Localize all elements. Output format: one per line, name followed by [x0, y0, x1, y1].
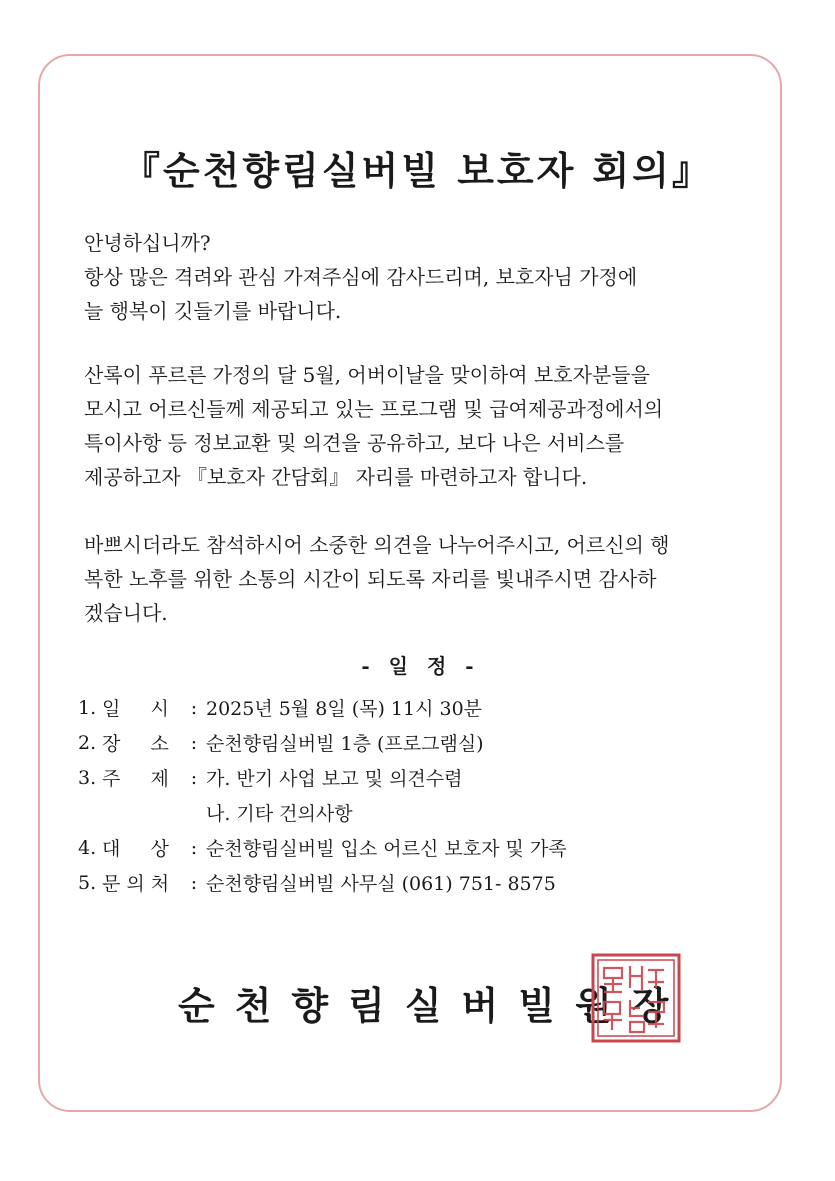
item-label: 장 소	[102, 733, 169, 755]
paragraph-line: 안녕하십니까?	[84, 231, 211, 255]
item-number: 1.	[78, 696, 97, 719]
page-title: 『순천향림실버빌 보호자 회의』	[122, 148, 713, 193]
item-label: 주 제	[102, 768, 169, 790]
item-label: 문 의 처	[102, 873, 170, 895]
item-number: 4.	[78, 836, 97, 859]
schedule-item-location	[78, 725, 758, 760]
purpose-paragraph	[84, 358, 754, 494]
item-number: 2.	[78, 731, 97, 754]
schedule-item-topic-sub	[78, 795, 758, 830]
schedule-item-audience	[78, 830, 758, 865]
paragraph-line: 산록이 푸르른 가정의 달 5월, 어버이날을 맞이하여 보호자분들을	[84, 363, 650, 387]
item-colon: :	[190, 766, 198, 789]
schedule-heading: - 일 정 -	[361, 654, 474, 678]
item-label: 대 상	[102, 838, 169, 860]
schedule-item-contact	[78, 865, 758, 900]
item-value: 순천향림실버빌 입소 어르신 보호자 및 가족	[206, 838, 567, 860]
item-colon: :	[190, 696, 198, 719]
paragraph-line: 특이사항 등 정보교환 및 의견을 공유하고, 보다 나은 서비스를	[84, 431, 625, 455]
item-number: 5.	[78, 871, 97, 894]
paragraph-line: 겠습니다.	[84, 601, 168, 625]
paragraph-line: 복한 노후를 위한 소통의 시간이 되도록 자리를 빛내주시면 감사하	[84, 567, 657, 591]
invitation-paragraph	[84, 528, 754, 630]
greeting-paragraph	[84, 226, 754, 328]
paragraph-line: 제공하고자 『보호자 간담회』 자리를 마련하고자 합니다.	[84, 465, 588, 489]
item-number: 3.	[78, 766, 97, 789]
item-value: 순천향림실버빌 사무실 (061) 751- 8575	[206, 873, 556, 895]
paragraph-line: 늘 행복이 깃들기를 바랍니다.	[84, 299, 342, 323]
schedule-list	[78, 690, 758, 900]
schedule-item-datetime	[78, 690, 758, 725]
item-colon: :	[190, 731, 198, 754]
official-seal-icon	[590, 952, 682, 1044]
item-label: 일 시	[102, 698, 169, 720]
item-value: 순천향림실버빌 1층 (프로그램실)	[206, 733, 484, 755]
item-value: 2025년 5월 8일 (목) 11시 30분	[206, 698, 483, 720]
paragraph-line: 모시고 어르신들께 제공되고 있는 프로그램 및 급여제공과정에서의	[84, 397, 664, 421]
paragraph-line: 항상 많은 격려와 관심 가져주심에 감사드리며, 보호자님 가정에	[84, 265, 638, 289]
paragraph-line: 바쁘시더라도 참석하시어 소중한 의견을 나누어주시고, 어르신의 행	[84, 533, 670, 557]
item-colon: :	[190, 836, 198, 859]
item-colon: :	[190, 871, 198, 894]
signature: 순천향림실버빌원장	[178, 983, 689, 1028]
schedule-item-topic	[78, 760, 758, 795]
item-value: 가. 반기 사업 보고 및 의견수렴	[206, 768, 463, 790]
item-value: 나. 기타 건의사항	[206, 803, 353, 825]
